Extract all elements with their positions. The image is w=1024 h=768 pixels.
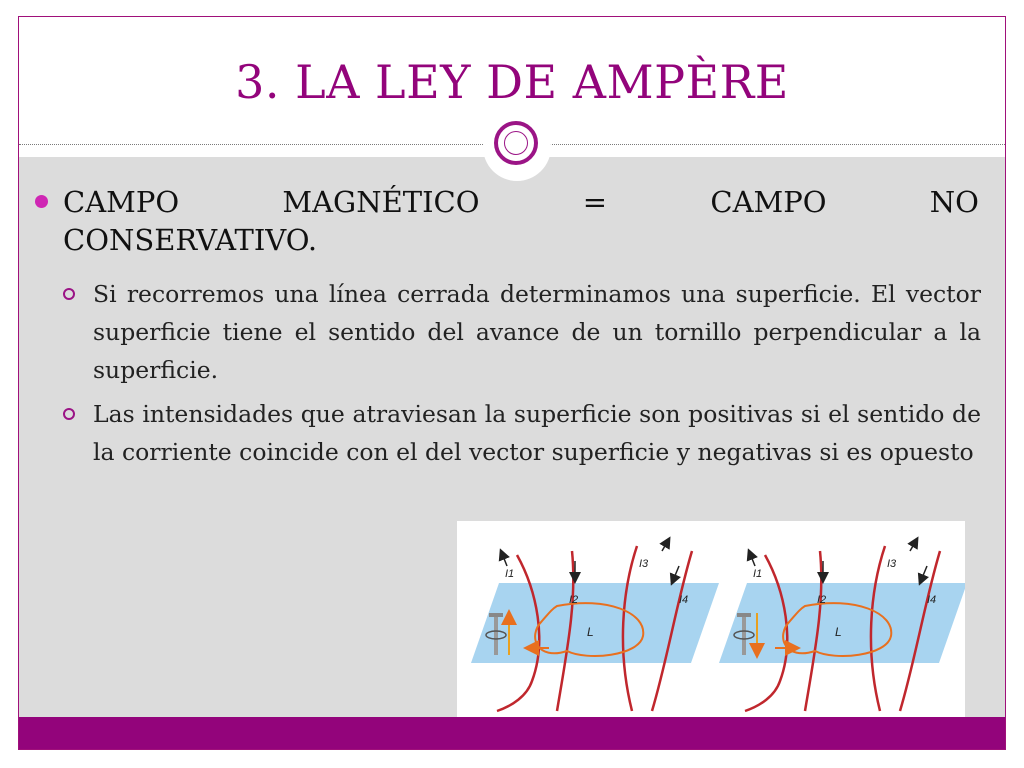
sub-bullet: [63, 395, 981, 471]
current-arrow: [749, 551, 755, 566]
main-bullet-word: =: [582, 185, 608, 219]
bullet-dot-icon: [35, 195, 48, 208]
current-label: I2: [817, 594, 827, 606]
ampere-figure: [457, 521, 965, 717]
current-arrow: [910, 539, 917, 551]
circle-bullet-icon: [63, 408, 75, 420]
main-bullet-word: CAMPO: [710, 185, 827, 219]
loop-label: L: [587, 625, 594, 639]
panel-right: [719, 539, 965, 711]
sub-bullet-text: Las intensidades que atraviesan la superficie son positivas si el sentido de la corriente coincide con el del vector superficie y negativas si es opuesto: [93, 400, 981, 466]
sub-bullet: [63, 275, 981, 389]
main-bullet-line1: [43, 183, 979, 221]
ampere-diagram: [457, 521, 965, 717]
sub-bullet-text: Si recorremos una línea cerrada determinamos una superficie. El vector superficie tiene el sentido del avance de un tornillo perpendicular a la superficie.: [93, 280, 981, 384]
loop-label: L: [835, 625, 842, 639]
current-label: I2: [569, 594, 579, 606]
main-bullet: [43, 183, 979, 259]
current-label: I3: [887, 558, 897, 570]
panel-left: [471, 539, 719, 711]
main-bullet-word: NO: [929, 185, 979, 219]
current-label: I3: [639, 558, 649, 570]
slide-title: 3. LA LEY DE AMPÈRE: [235, 55, 789, 109]
current-arrow: [672, 566, 679, 583]
main-bullet-word: CAMPO: [63, 185, 180, 219]
ring-inner: [504, 131, 528, 155]
current-label: I1: [753, 568, 763, 580]
bottom-bar: [19, 717, 1005, 750]
circle-bullet-icon: [63, 288, 75, 300]
current-arrow: [920, 566, 927, 583]
slide: [18, 16, 1006, 750]
ring-icon: [494, 121, 538, 165]
current-arrow: [662, 539, 669, 551]
current-label: I1: [505, 568, 515, 580]
current-label: I4: [679, 594, 689, 606]
main-bullet-word: MAGNÉTICO: [282, 185, 480, 219]
current-label: I4: [927, 594, 937, 606]
current-arrow: [501, 551, 507, 566]
main-bullet-line2: CONSERVATIVO.: [63, 223, 318, 257]
